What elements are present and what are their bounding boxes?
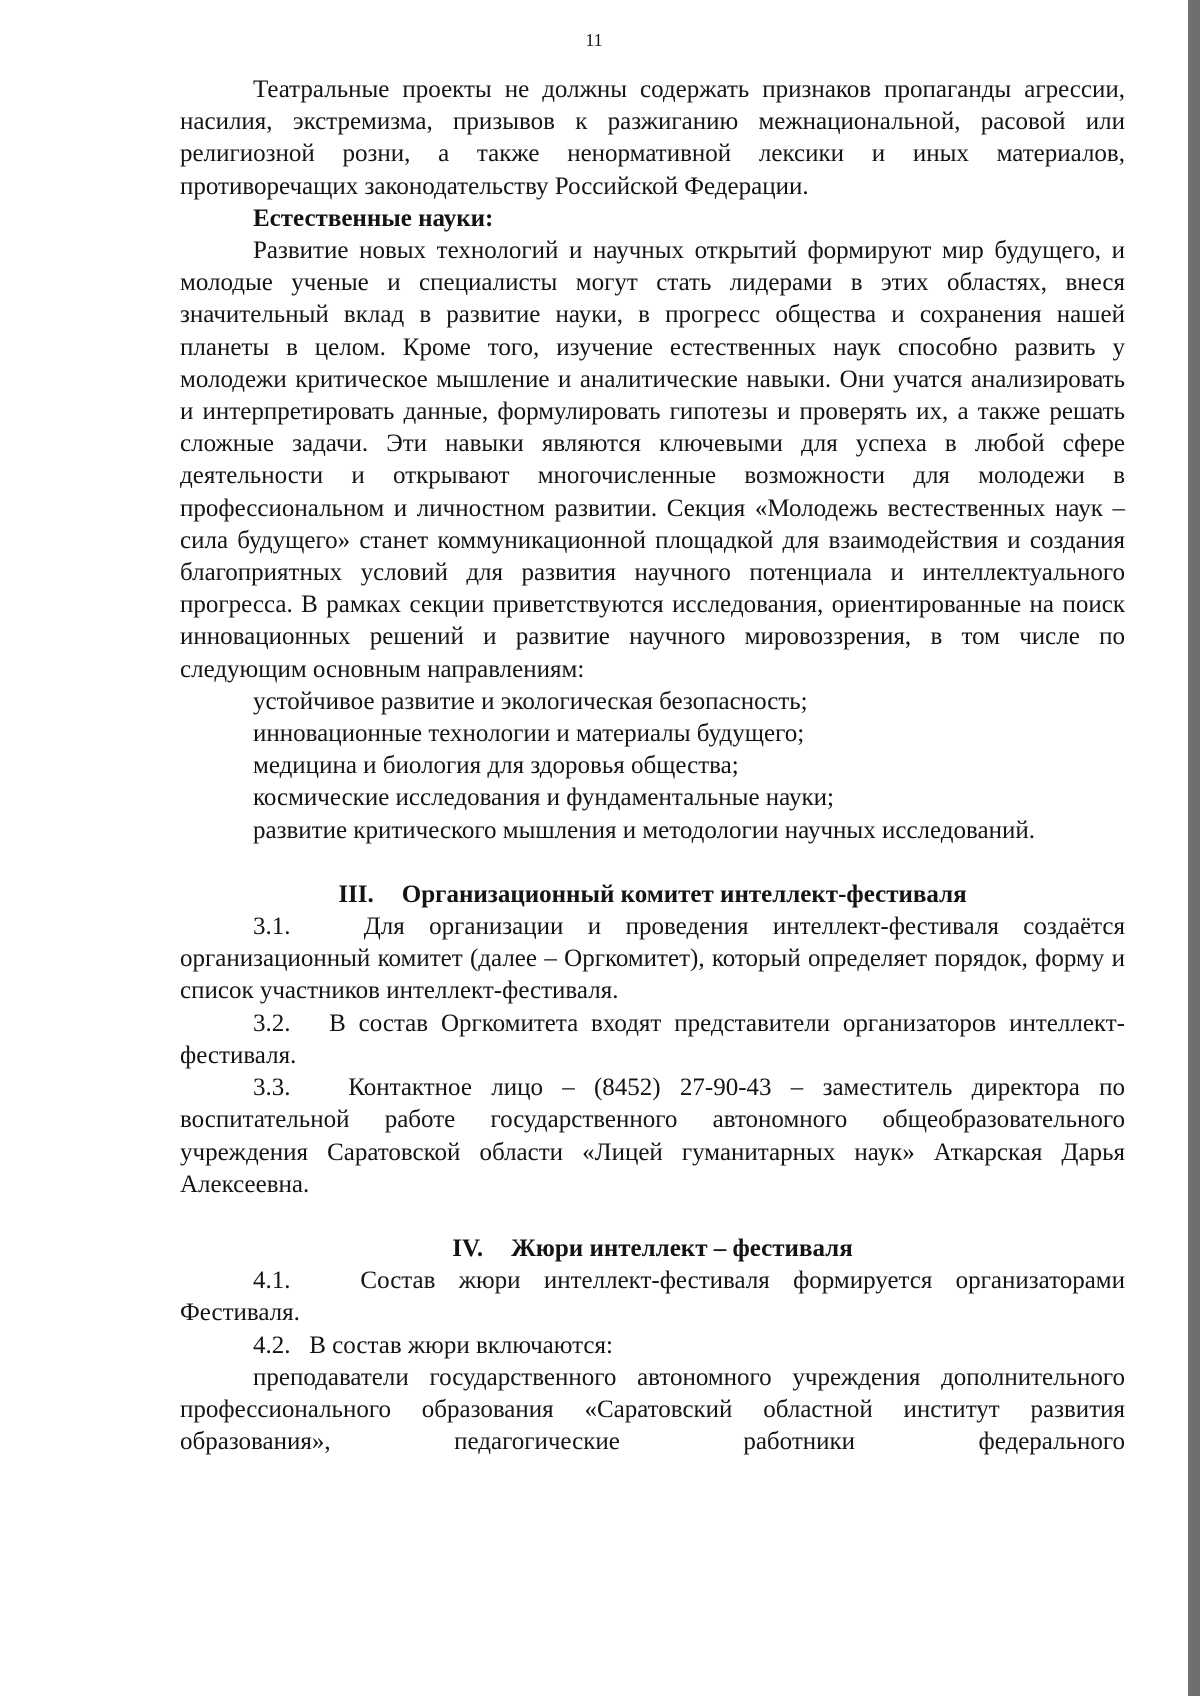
direction-item: инновационные технологии и материалы будущего; [253,720,805,748]
natural-sciences-heading: Естественные науки: [253,204,494,232]
paragraph-theatre-projects: Театральные проекты не должны содержать признаков пропаганды агрессии, насилия, экстремизма, призывов к разжиганию межнациональной, расовой или религиозной розни, а также ненормативной лексики и иных материалов, противоречащих законодательству Российской Федерации. [180,76,1125,200]
section-3-number: III. [338,880,374,908]
direction-item: устойчивое развитие и экологическая безопасность; [253,687,808,715]
clause-4-2: 4.2. В состав жюри включаются: [253,1331,613,1359]
clause-3-3: 3.3. Контактное лицо – (8452) 27-90-43 – заместитель директора по воспитательной работе государственного автономного общеобразовательного учреждения Саратовской области «Лицей гуманитарных наук» Аткарская Дарья Алексеевна. [180,1074,1125,1198]
section-4-title [180,1233,1125,1265]
page-number: 11 [585,30,603,50]
section-3-title [180,879,1125,911]
paragraph-natural-sciences: Развитие новых технологий и научных открытий формируют мир будущего, и молодые ученые и специалисты могут стать лидерами в этих областях, внеся значительный вклад в развитие науки, в прогресс общества и сохранения нашей планеты в целом. Кроме того, изучение естественных наук способно развить у молодежи критическое мышление и аналитические навыки. Они учатся анализировать и интерпретировать данные, формулировать гипотезы и проверять их, а также решать сложные задачи. Эти навыки являются ключевыми для успеха в любой сфере деятельности и открывают многочисленные возможности для молодежи в профессиональном и личностном развитии. Секция «Молодежь вестественных наук – сила будущего» станет коммуникационной площадкой для взаимодействия и создания благоприятных условий для развития научного потенциала и интеллектуального прогресса. В рамках секции приветствуются исследования, ориентированные на поиск инновационных решений и развитие научного мировоззрения, в том числе по следующим основным направлениям: [180,237,1125,683]
section-3-title-text: Организационный комитет интеллект-фестиваля [401,880,967,908]
section-4-number: IV. [452,1234,484,1262]
direction-item: развитие критического мышления и методологии научных исследований. [253,816,1035,844]
paragraph-jury-members: преподаватели государственного автономного учреждения дополнительного профессионального образования «Саратовский областной институт развития образования», педагогические работники федерального [180,1363,1125,1456]
section-4-title-text: Жюри интеллект – фестиваля [511,1234,853,1262]
direction-item: медицина и биология для здоровья общества; [253,752,739,780]
clause-3-2: 3.2. В состав Оргкомитета входят представители организаторов интеллект-фестиваля. [180,1009,1125,1069]
direction-item: космические исследования и фундаментальные науки; [253,784,834,812]
clause-4-1: 4.1. Состав жюри интеллект-фестиваля формируется организаторами Фестиваля. [180,1267,1126,1327]
clause-3-1: 3.1. Для организации и проведения интеллект-фестиваля создаётся организационный комитет (далее – Оргкомитет), который определяет порядок, форму и список участников интеллект-фестиваля. [180,913,1126,1005]
document-body [180,74,1125,1458]
